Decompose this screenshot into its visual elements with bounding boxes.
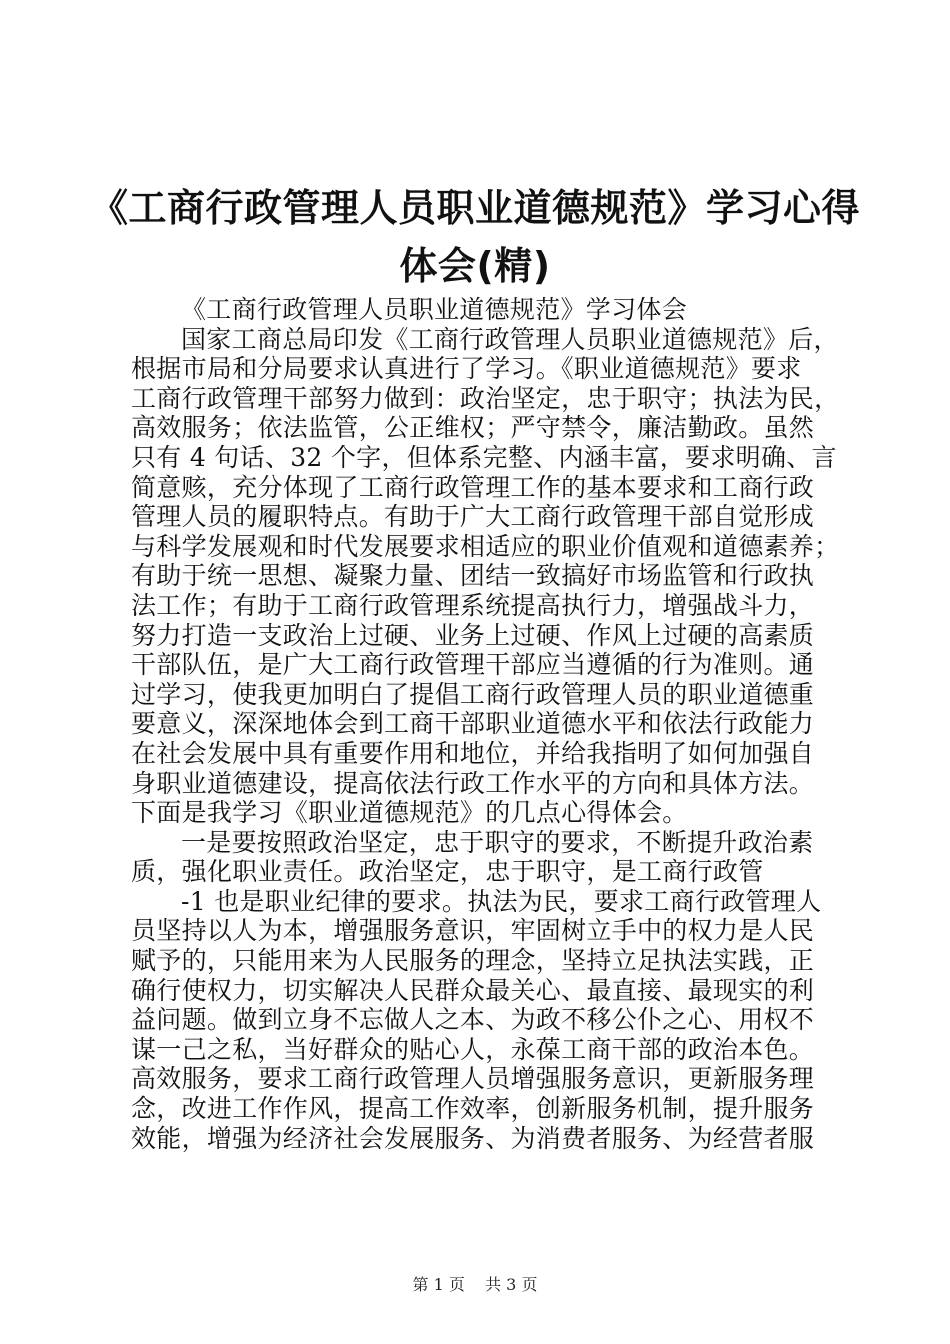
paragraph-line: 工商行政管理干部努力做到：政治坚定，忠于职守；执法为民， bbox=[131, 383, 840, 413]
page-footer bbox=[0, 1275, 950, 1295]
paragraph-line: 念，改进工作作风，提高工作效率，创新服务机制，提升服务 bbox=[131, 1094, 815, 1124]
paragraph-line: 谋一己之私，当好群众的贴心人，永葆工商干部的政治本色。 bbox=[131, 1034, 815, 1064]
paragraph-line: 下面是我学习《职业道德规范》的几点心得体会。 bbox=[131, 798, 688, 828]
paragraph-line: 只有 4 句话、32 个字，但体系完整、内涵丰富，要求明确、言 bbox=[131, 442, 837, 472]
paragraph-line: 效能，增强为经济社会发展服务、为消费者服务、为经营者服 bbox=[131, 1123, 815, 1153]
paragraph-line: 努力打造一支政治上过硬、业务上过硬、作风上过硬的高素质 bbox=[131, 620, 815, 650]
page-total: 共 3 页 bbox=[485, 1275, 538, 1294]
page-number: 第 1 页 bbox=[412, 1275, 465, 1294]
document-title-line-2: 体会(精) bbox=[399, 244, 551, 288]
paragraph-line: 员坚持以人为本，增强服务意识，牢固树立手中的权力是人民 bbox=[131, 916, 815, 946]
paragraph-line: 国家工商总局印发《工商行政管理人员职业道德规范》后， bbox=[181, 324, 839, 354]
paragraph-line: 高效服务；依法监管，公正维权；严守禁令，廉洁勤政。虽然 bbox=[131, 413, 815, 443]
paragraph-line: 身职业道德建设，提高依法行政工作水平的方向和具体方法。 bbox=[131, 768, 815, 798]
paragraph-line: 益问题。做到立身不忘做人之本、为政不移公仆之心、用权不 bbox=[131, 1005, 815, 1035]
paragraph-line: -1 也是职业纪律的要求。执法为民，要求工商行政管理人 bbox=[181, 886, 822, 916]
paragraph-line: 与科学发展观和时代发展要求相适应的职业价值观和道德素养； bbox=[131, 531, 840, 561]
paragraph-line: 法工作；有助于工商行政管理系统提高执行力，增强战斗力， bbox=[131, 590, 815, 620]
paragraph-line: 有助于统一思想、凝聚力量、团结一致搞好市场监管和行政执 bbox=[131, 561, 815, 591]
paragraph-line: 赋予的，只能用来为人民服务的理念，坚持立足执法实践，正 bbox=[131, 946, 815, 976]
paragraph-line: 管理人员的履职特点。有助于广大工商行政管理干部自觉形成 bbox=[131, 502, 815, 532]
paragraph-line: 高效服务，要求工商行政管理人员增强服务意识，更新服务理 bbox=[131, 1064, 815, 1094]
document-body bbox=[131, 295, 840, 1153]
document-title-line-1: 《工商行政管理人员职业道德规范》学习心得 bbox=[89, 186, 860, 230]
paragraph-line: 根据市局和分局要求认真进行了学习。《职业道德规范》要求 bbox=[131, 354, 802, 384]
paragraph-line: 确行使权力，切实解决人民群众最关心、最直接、最现实的利 bbox=[131, 975, 815, 1005]
paragraph-line: 一是要按照政治坚定，忠于职守的要求，不断提升政治素 bbox=[181, 827, 814, 857]
section-heading: 《工商行政管理人员职业道德规范》学习体会 bbox=[181, 295, 688, 324]
paragraph-line: 干部队伍，是广大工商行政管理干部应当遵循的行为准则。通 bbox=[131, 650, 815, 680]
paragraph-line: 要意义，深深地体会到工商干部职业道德水平和依法行政能力 bbox=[131, 709, 815, 739]
paragraph-line: 简意赅，充分体现了工商行政管理工作的基本要求和工商行政 bbox=[131, 472, 815, 502]
paragraph-line: 过学习，使我更加明白了提倡工商行政管理人员的职业道德重 bbox=[131, 679, 815, 709]
paragraph-line: 质，强化职业责任。政治坚定，忠于职守，是工商行政管 bbox=[131, 857, 764, 887]
paragraph-line: 在社会发展中具有重要作用和地位，并给我指明了如何加强自 bbox=[131, 738, 815, 768]
